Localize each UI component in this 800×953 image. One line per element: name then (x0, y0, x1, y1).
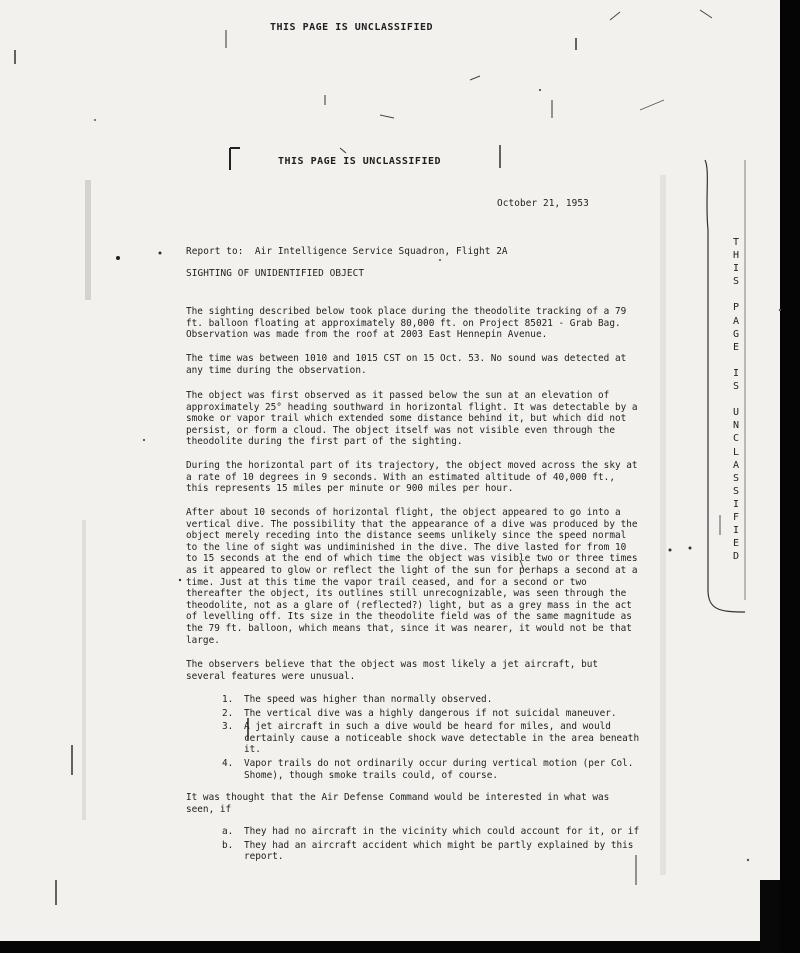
list-item: 4. Vapor trails do not ordinarily occur during vertical motion (per Col. Shome), though smoke trails could, of course. (222, 757, 634, 781)
paragraph-closing: It was thought that the Air Defense Command would be interested in what was seen, if (186, 792, 610, 815)
doc-classification-stamp: THIS PAGE IS UNCLASSIFIED (278, 156, 442, 167)
report-recipient: Report to: Air Intelligence Service Squadron, Flight 2A (186, 246, 508, 257)
paragraph-observer-belief: The observers believe that the object was most likely a jet aircraft, but several features were unusual. (186, 659, 599, 682)
list-item: 3. A jet aircraft in such a dive would be heard for miles, and would certainly cause a noticeable shock wave detectable in the area beneath it. (222, 721, 640, 756)
paragraph-sighting-context: The sighting described below took place during the theodolite tracking of a 79 ft. balloon floating at approximately 80,000 ft. on Project 85021 - Grab Bag. Observation was made from the roof at 2003 East Hennepin Avenue. (186, 306, 627, 341)
list-item: b. They had an aircraft accident which might be partly explained by this report. (222, 839, 634, 863)
report-subject: SIGHTING OF UNIDENTIFIED OBJECT (186, 268, 365, 279)
list-item: 1. The speed was higher than normally observed. (222, 694, 493, 705)
list-item: a. They had no aircraft in the vicinity which could account for it, or if (222, 826, 640, 837)
top-classification-stamp: THIS PAGE IS UNCLASSIFIED (270, 22, 434, 33)
unusual-features-list (222, 694, 642, 783)
list-item: 2. The vertical dive was a highly dangerous if not suicidal maneuver. (222, 707, 617, 719)
paragraph-time: The time was between 1010 and 1015 CST on 15 Oct. 53. No sound was detected at any time during the observation. (186, 353, 627, 376)
side-classification-stamp: T H I S P A G E I S U N C L A S S I F I E D (732, 237, 740, 563)
paragraph-horizontal-trajectory: During the horizontal part of its trajectory, the object moved across the sky at a rate of 10 degrees in 9 seconds. With an estimated altitude of 40,000 ft., this represents 15 miles per minute or 900 miles per hour. (186, 460, 638, 495)
report-date: October 21, 1953 (497, 198, 589, 209)
paragraph-first-observation: The object was first observed as it passed below the sun at an elevation of approximately 25° heading southward in horizontal flight. It was detectable by a smoke or vapor trail which extended some distance behind it, but which did not persist, or form a cloud. The object itself was not visible even through the theodolite during the first part of the sighting. (186, 390, 638, 448)
paragraph-vertical-dive: After about 10 seconds of horizontal flight, the object appeared to go into a vertical dive. The possibility that the appearance of a dive was produced by the object merely receding into the distance seems unlikely since the speed normal to the line of sight was undiminished in the dive. The dive lasted for from 10 to 15 seconds at the end of which time the object was visible two or three times as it appeared to glow or reflect the light of the sun for perhaps a second at a time. Just at this time the vapor trail ceased, and for a second or two thereafter the object, its outlines still unrecognizable, was seen through the theodolite, not as a glare of (reflected?) light, but as a grey mass in the act of levelling off. Its size in the theodolite field was of the same magnitude as the 79 ft. balloon, which means that, since it was nearer, it would not be that large. (186, 507, 638, 646)
conditions-list (222, 826, 642, 865)
